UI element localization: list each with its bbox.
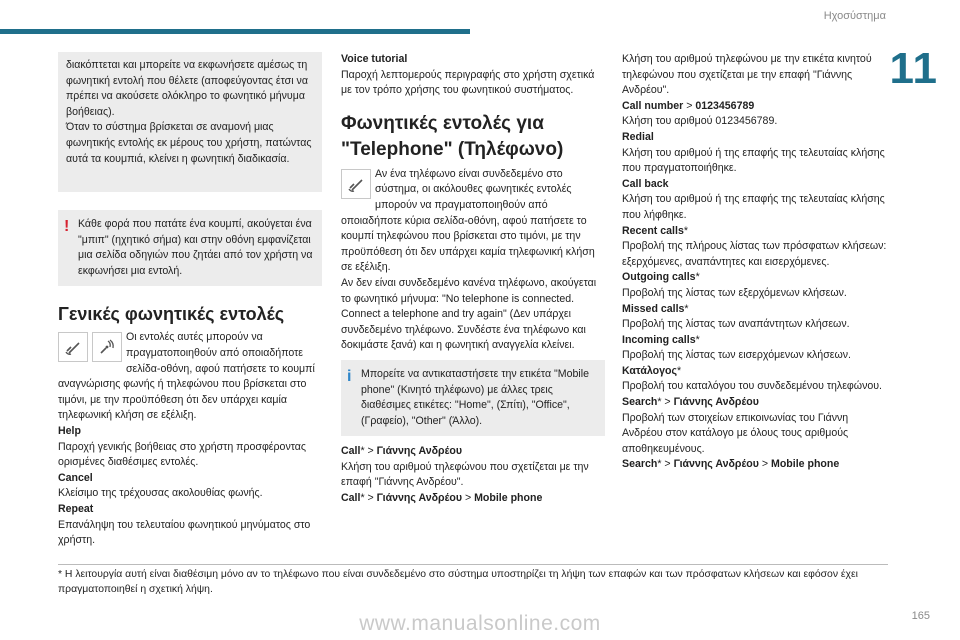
command-part: Mobile phone — [474, 492, 543, 505]
arrow-sep: > — [761, 458, 769, 471]
command-name: Outgoing calls — [622, 271, 696, 284]
footnote-star: * — [684, 302, 689, 315]
page-number: 165 — [911, 610, 930, 622]
command-line — [622, 333, 888, 349]
header-accent-bar — [0, 29, 470, 34]
footnote-star: * — [695, 333, 700, 346]
info-box — [341, 360, 605, 436]
command-description: Προβολή του καταλόγου του συνδεδεμένου τηλεφώνου. — [622, 380, 882, 393]
arrow-sep: > — [686, 99, 693, 112]
chapter-number: 11 — [889, 44, 938, 93]
command-description: Προβολή της λίστας των εξερχόμενων κλήσεων. — [622, 286, 847, 299]
footnote-star: * — [657, 396, 662, 409]
arrow-sep: > — [367, 445, 374, 458]
command-part: Call — [341, 492, 361, 505]
warning-box — [58, 210, 322, 286]
arrow-sep: > — [464, 492, 472, 505]
info-text: Μπορείτε να αντικαταστήσετε την ετικέτα "Mobile phone" (Κινητό τηλέφωνο) με άλλες τρεις διαθέσιμες ετικέτες: "Home", (Σπίτι), "Office", (Γραφείο), "Other" (Άλλο). — [361, 367, 589, 427]
command-part: Γιάννης Ανδρέου — [673, 396, 759, 409]
footnote-star: * — [676, 364, 682, 377]
command-description: Προβολή των στοιχείων επικοινωνίας του Γιάννη Ανδρέου στον κατάλογο με όλους τους αριθμούς αποθηκευμένους. — [622, 411, 849, 455]
info-box — [58, 52, 322, 192]
arrow-sep: > — [664, 396, 671, 409]
arrow-sep: > — [664, 458, 671, 471]
section-title: Ηχοσύστημα — [823, 10, 886, 22]
command-name: Call back — [622, 177, 669, 190]
info-icon: i — [347, 367, 352, 385]
command-line — [622, 177, 888, 193]
column-1 — [58, 52, 322, 549]
command-part: Search — [622, 458, 658, 471]
column-3 — [622, 52, 888, 473]
box-paragraph: διακόπτεται και μπορείτε να εκφωνήσετε αμέσως τη φωνητική εντολή που θέλετε (αποφεύγοντας έτσι να πρέπει να ακούσετε ολόκληρο το φωνητικό μήνυμα βοήθειας). — [66, 59, 308, 118]
watermark: www.manualsonline.com — [359, 612, 601, 635]
command-description: Προβολή της λίστας των εισερχόμενων κλήσεων. — [622, 349, 851, 362]
command-name: Incoming calls — [622, 333, 696, 346]
footnote-star: * — [657, 458, 662, 471]
command-description: Προβολή της πλήρους λίστας των πρόσφατων κλήσεων: εξερχόμενες, αναπάντητες και εισερχόμενες. — [622, 240, 887, 268]
command-name: Voice tutorial — [341, 53, 408, 65]
command-line — [622, 130, 888, 146]
intro-text: Αν ένα τηλέφωνο είναι συνδεδεμένο στο σύστημα, οι ακόλουθες φωνητικές εντολές μπορούν να πραγματοποιηθούν από οποιαδήποτε κύρια σελίδα-οθόνη, αφού πατήσετε το κουμπί τηλεφώνου που βρίσκεται στο τιμόνι, με την προϋπόθεση ότι δεν υπάρχει καμία τηλεφωνική κλήση σε εξέλιξη. — [341, 167, 595, 274]
arrow-sep: > — [367, 492, 374, 505]
command-line — [341, 444, 605, 460]
column-2 — [341, 52, 605, 507]
command-description: Κλήση του αριθμού τηλεφώνου με την ετικέτα κινητού τηλεφώνου που σχετίζεται με την επαφή "Γιάννης Ανδρέου". — [622, 53, 872, 97]
command-line — [622, 224, 888, 240]
command-part: Search — [622, 396, 658, 409]
section-heading: Γενικές φωνητικές εντολές — [58, 304, 285, 325]
command-description: Κλείσιμο της τρέχουσας ακολουθίας φωνής. — [58, 487, 263, 500]
box-paragraph: Όταν το σύστημα βρίσκεται σε αναμονή μιας φωνητικής εντολής εκ μέρους του χρήστη, πατώντας αυτά τα κουμπιά, κλείνει η φωνητική διαδικασία. — [66, 121, 312, 165]
command-line — [622, 395, 888, 411]
command-line — [622, 457, 888, 473]
phone-button-icon — [58, 332, 88, 362]
command-part: Mobile phone — [771, 458, 840, 471]
command-description: Κλήση του αριθμού ή της επαφής της τελευταίας κλήσης που λήφθηκε. — [622, 193, 885, 221]
command-description: Παροχή λεπτομερούς περιγραφής στο χρήστη σχετικά με τον τρόπο χρήσης του φωνητικού συστήματος. — [341, 68, 595, 97]
command-description: Κλήση του αριθμού 0123456789. — [622, 115, 778, 128]
phone-button-icon — [341, 169, 371, 199]
no-phone-text: Αν δεν είναι συνδεδεμένο κανένα τηλέφωνο, ακούγεται το φωνητικό μήνυμα: "No telephone is connected. Connect a telephone and try again" (Δεν υπάρχει συνδεδεμένο τηλέφωνο. Συνδέστε ένα τηλέφωνο και δοκιμάστε ξανά) και η φωνητική αναγγελία κλείνει. — [341, 276, 597, 352]
command-name: Repeat — [58, 502, 94, 515]
command-part: Call number — [622, 99, 684, 112]
footnote: * Η λειτουργία αυτή είναι διαθέσιμη μόνο αν το τηλέφωνο που είναι συνδεδεμένο στο σύστημα υποστηρίζει τη λήψη των επαφών και των πρόσφατων κλήσεων και εφόσον έχει πραγματοποιηθεί η σχετική λήψη. — [58, 564, 888, 597]
section-heading: Φωνητικές εντολές για "Telephone" (Τηλέφωνο) — [341, 112, 564, 160]
command-part: Γιάννης Ανδρέου — [376, 445, 462, 458]
command-part: Γιάννης Ανδρέου — [673, 458, 759, 471]
intro-block — [58, 330, 322, 424]
command-part: 0123456789 — [695, 99, 755, 112]
command-name: Κατάλογος — [622, 364, 677, 377]
command-line — [622, 302, 888, 318]
command-name: Help — [58, 424, 81, 437]
command-description: Κλήση του αριθμού ή της επαφής της τελευταίας κλήσης που πραγματοποιήθηκε. — [622, 146, 885, 175]
command-name: Redial — [622, 130, 654, 143]
command-name: Cancel — [58, 471, 93, 484]
command-line — [622, 364, 888, 380]
intro-block — [341, 167, 605, 276]
footnote-star: * — [360, 445, 365, 458]
intro-text: Οι εντολές αυτές μπορούν να πραγματοποιηθούν από οποιαδήποτε σελίδα-οθόνη, αφού πατήσετε το κουμπί αναγνώρισης φωνής ή τηλεφώνου που βρίσκεται στο τιμόνι, με την προϋπόθεση ότι δεν υπάρχει καμία τηλεφωνική κλήση σε εξέλιξη. — [58, 331, 315, 422]
voice-button-icon — [92, 332, 122, 362]
command-line — [622, 99, 888, 115]
command-description: Προβολή της λίστας των αναπάντητων κλήσεων. — [622, 318, 850, 331]
command-description: Κλήση του αριθμού τηλεφώνου που σχετίζεται με την επαφή "Γιάννης Ανδρέου". — [341, 460, 589, 489]
warning-text: Κάθε φορά που πατάτε ένα κουμπί, ακούγεται ένα "μπιπ" (ηχητικό σήμα) και στην οθόνη εμφανίζεται μια σελίδα οδηγιών που ζητάει από τον χρήστη να εκφωνήσει μια εντολή. — [78, 218, 313, 277]
command-part: Γιάννης Ανδρέου — [376, 492, 462, 505]
footnote-star: * — [360, 492, 365, 505]
command-part: Call — [341, 445, 361, 458]
footnote-star: * — [695, 271, 700, 284]
command-line — [622, 270, 888, 286]
command-description: Παροχή γενικής βοήθειας στο χρήστη προσφέροντας ορισμένες διαθέσιμες εντολές. — [58, 440, 307, 469]
command-description: Επανάληψη του τελευταίου φωνητικού μηνύματος στο χρήστη. — [58, 518, 311, 547]
command-line — [341, 491, 605, 507]
footnote-star: * — [683, 224, 688, 237]
command-name: Missed calls — [622, 302, 685, 315]
command-name: Recent calls — [622, 224, 684, 237]
warning-icon: ! — [64, 218, 70, 235]
